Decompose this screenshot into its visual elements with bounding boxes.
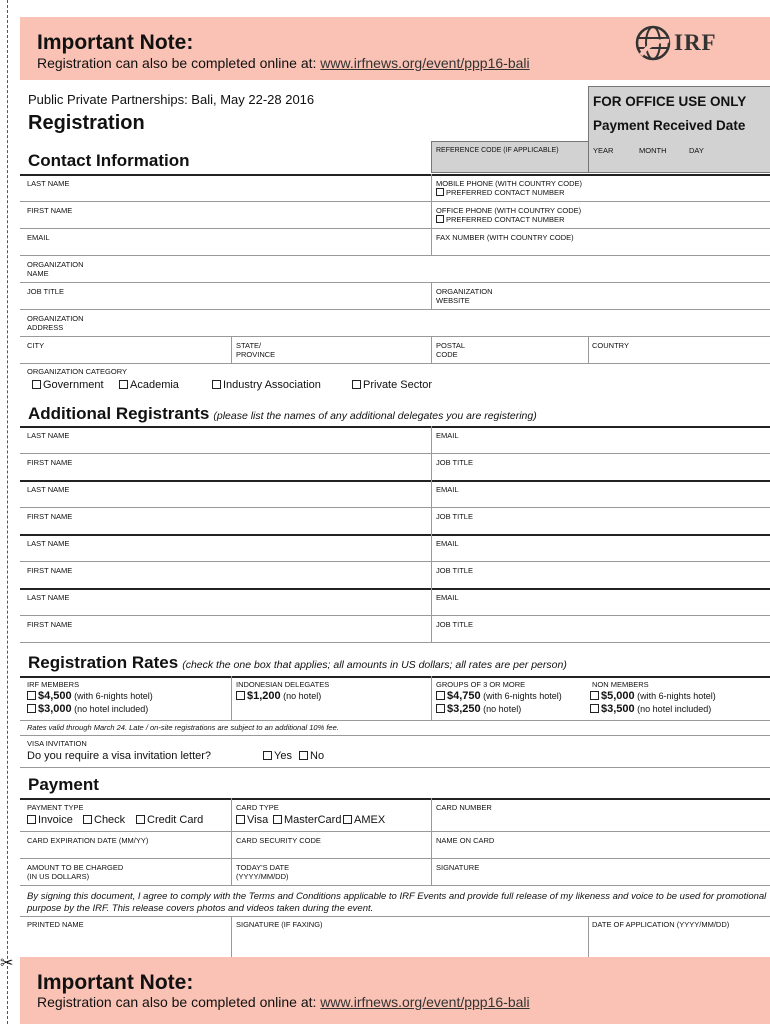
payment-received-label: Payment Received Date bbox=[593, 118, 746, 133]
delegate-email-field[interactable]: EMAIL bbox=[436, 485, 459, 494]
category-government-checkbox[interactable]: Government bbox=[32, 379, 104, 391]
important-note-banner-bottom bbox=[20, 957, 770, 1024]
banner-text: Registration can also be completed online at: www.irfnews.org/event/ppp16-bali bbox=[37, 55, 530, 71]
fax-field[interactable]: FAX NUMBER (WITH COUNTRY CODE) bbox=[436, 233, 574, 242]
year-label: YEAR bbox=[593, 146, 614, 155]
delegate-job-title-field[interactable]: JOB TITLE bbox=[436, 566, 473, 575]
visa-question: Do you require a visa invitation letter? bbox=[27, 750, 212, 762]
indonesian-label: INDONESIAN DELEGATES bbox=[236, 680, 330, 689]
banner-text: Registration can also be completed online at: www.irfnews.org/event/ppp16-bali bbox=[37, 994, 530, 1010]
visa-no-checkbox[interactable]: No bbox=[299, 750, 324, 762]
name-on-card-field[interactable]: NAME ON CARD bbox=[436, 836, 495, 845]
signature-field[interactable]: SIGNATURE bbox=[436, 863, 480, 872]
delegate-job-title-field[interactable]: JOB TITLE bbox=[436, 620, 473, 629]
card-type-label: CARD TYPE bbox=[236, 803, 279, 812]
organization-website-field[interactable]: ORGANIZATION WEBSITE bbox=[436, 287, 493, 305]
delegate-first-name-field[interactable]: FIRST NAME bbox=[27, 512, 73, 521]
country-field[interactable]: COUNTRY bbox=[592, 341, 629, 350]
card-expiry-field[interactable]: CARD EXPIRATION DATE (MM/YY) bbox=[27, 836, 149, 845]
last-name-field[interactable]: LAST NAME bbox=[27, 179, 70, 188]
day-label: DAY bbox=[689, 146, 704, 155]
visa-label: VISA INVITATION bbox=[27, 739, 87, 748]
payment-type-label: PAYMENT TYPE bbox=[27, 803, 84, 812]
postal-code-field[interactable]: POSTAL CODE bbox=[436, 341, 466, 359]
delegate-email-field[interactable]: EMAIL bbox=[436, 539, 459, 548]
email-field[interactable]: EMAIL bbox=[27, 233, 50, 242]
rates-valid-note: Rates valid through March 24. Late / on-site registrations are subject to an additional 10% fee. bbox=[27, 723, 339, 732]
card-amex-checkbox[interactable]: AMEX bbox=[343, 814, 385, 826]
payment-section-title: Payment bbox=[28, 775, 99, 794]
office-use-box bbox=[588, 86, 770, 173]
category-academia-checkbox[interactable]: Academia bbox=[119, 379, 179, 391]
delegate-first-name-field[interactable]: FIRST NAME bbox=[27, 566, 73, 575]
date-of-application-field[interactable]: DATE OF APPLICATION (YYYY/MM/DD) bbox=[592, 920, 730, 929]
pay-check-checkbox[interactable]: Check bbox=[83, 814, 125, 826]
first-name-field[interactable]: FIRST NAME bbox=[27, 206, 73, 215]
card-visa-checkbox[interactable]: Visa bbox=[236, 814, 268, 826]
reference-code-field[interactable]: REFERENCE CODE (IF APPLICABLE) bbox=[431, 141, 588, 173]
irf-members-label: IRF MEMBERS bbox=[27, 680, 80, 689]
month-label: MONTH bbox=[639, 146, 667, 155]
banner-title: Important Note: bbox=[37, 971, 194, 994]
banner-title: Important Note: bbox=[37, 31, 194, 54]
delegate-email-field[interactable]: EMAIL bbox=[436, 593, 459, 602]
signature-faxing-field[interactable]: SIGNATURE (IF FAXING) bbox=[236, 920, 323, 929]
non-members-label: NON MEMBERS bbox=[592, 680, 649, 689]
groups-label: GROUPS OF 3 OR MORE bbox=[436, 680, 526, 689]
amount-field[interactable]: AMOUNT TO BE CHARGED (IN US DOLLARS) bbox=[27, 863, 124, 881]
rates-section-title: Registration Rates (check the one box that applies; all amounts in US dollars; all rates are per person) bbox=[28, 653, 567, 672]
delegate-first-name-field[interactable]: FIRST NAME bbox=[27, 458, 73, 467]
divider bbox=[20, 174, 770, 176]
contact-section-title: Contact Information bbox=[28, 151, 190, 170]
card-mastercard-checkbox[interactable]: MasterCard bbox=[273, 814, 341, 826]
city-field[interactable]: CITY bbox=[27, 341, 45, 350]
rate-irf-hotel-checkbox[interactable]: $4,500 (with 6-nights hotel) bbox=[27, 690, 153, 703]
office-preferred-checkbox[interactable]: PREFERRED CONTACT NUMBER bbox=[436, 215, 564, 225]
state-field[interactable]: STATE/ PROVINCE bbox=[236, 341, 276, 359]
card-number-field[interactable]: CARD NUMBER bbox=[436, 803, 492, 812]
logo-text: IRF bbox=[674, 30, 717, 55]
event-subtitle: Public Private Partnerships: Bali, May 22-28 2016 bbox=[28, 92, 315, 107]
delegate-email-field[interactable]: EMAIL bbox=[436, 431, 459, 440]
visa-yes-checkbox[interactable]: Yes bbox=[263, 750, 292, 762]
rate-non-nohotel-checkbox[interactable]: $3,500 (no hotel included) bbox=[590, 703, 711, 716]
org-category-label: ORGANIZATION CATEGORY bbox=[27, 367, 128, 376]
important-note-banner bbox=[20, 17, 770, 80]
globe-road-icon bbox=[635, 25, 671, 61]
delegate-last-name-field[interactable]: LAST NAME bbox=[27, 593, 70, 602]
pay-credit-card-checkbox[interactable]: Credit Card bbox=[136, 814, 203, 826]
rate-group-nohotel-checkbox[interactable]: $3,250 (no hotel) bbox=[436, 703, 521, 716]
consent-text: By signing this document, I agree to comply with the Terms and Conditions applicable to IRF Events and provide full release of my likeness and voice to be used for promotional purpose by the IRF. This release covers photos and videos taken during the event. bbox=[27, 891, 767, 914]
card-security-field[interactable]: CARD SECURITY CODE bbox=[236, 836, 321, 845]
cut-line bbox=[7, 0, 8, 1024]
rate-group-hotel-checkbox[interactable]: $4,750 (with 6-nights hotel) bbox=[436, 690, 562, 703]
registration-link[interactable]: www.irfnews.org/event/ppp16-bali bbox=[320, 994, 530, 1010]
delegate-job-title-field[interactable]: JOB TITLE bbox=[436, 512, 473, 521]
mobile-preferred-checkbox[interactable]: PREFERRED CONTACT NUMBER bbox=[436, 188, 564, 198]
rate-non-hotel-checkbox[interactable]: $5,000 (with 6-nights hotel) bbox=[590, 690, 716, 703]
pay-invoice-checkbox[interactable]: Invoice bbox=[27, 814, 73, 826]
printed-name-field[interactable]: PRINTED NAME bbox=[27, 920, 84, 929]
delegate-last-name-field[interactable]: LAST NAME bbox=[27, 485, 70, 494]
irf-logo bbox=[635, 25, 717, 61]
rate-indo-checkbox[interactable]: $1,200 (no hotel) bbox=[236, 690, 321, 703]
delegate-last-name-field[interactable]: LAST NAME bbox=[27, 431, 70, 440]
office-title: FOR OFFICE USE ONLY bbox=[593, 94, 747, 109]
category-private-checkbox[interactable]: Private Sector bbox=[352, 379, 432, 391]
job-title-field[interactable]: JOB TITLE bbox=[27, 287, 64, 296]
registration-link[interactable]: www.irfnews.org/event/ppp16-bali bbox=[320, 55, 530, 71]
delegate-last-name-field[interactable]: LAST NAME bbox=[27, 539, 70, 548]
delegate-first-name-field[interactable]: FIRST NAME bbox=[27, 620, 73, 629]
todays-date-field[interactable]: TODAY'S DATE (YYYY/MM/DD) bbox=[236, 863, 290, 881]
office-phone-field[interactable]: OFFICE PHONE (WITH COUNTRY CODE) bbox=[436, 206, 582, 215]
mobile-phone-field[interactable]: MOBILE PHONE (WITH COUNTRY CODE) bbox=[436, 179, 582, 188]
additional-section-title: Additional Registrants (please list the names of any additional delegates you are registering) bbox=[28, 404, 537, 423]
rate-irf-nohotel-checkbox[interactable]: $3,000 (no hotel included) bbox=[27, 703, 148, 716]
category-industry-checkbox[interactable]: Industry Association bbox=[212, 379, 321, 391]
page-title: Registration bbox=[28, 112, 145, 134]
organization-name-field[interactable]: ORGANIZATION NAME bbox=[27, 260, 84, 278]
organization-address-field[interactable]: ORGANIZATION ADDRESS bbox=[27, 314, 84, 332]
delegate-job-title-field[interactable]: JOB TITLE bbox=[436, 458, 473, 467]
scissors-icon: ✂ bbox=[0, 955, 14, 972]
